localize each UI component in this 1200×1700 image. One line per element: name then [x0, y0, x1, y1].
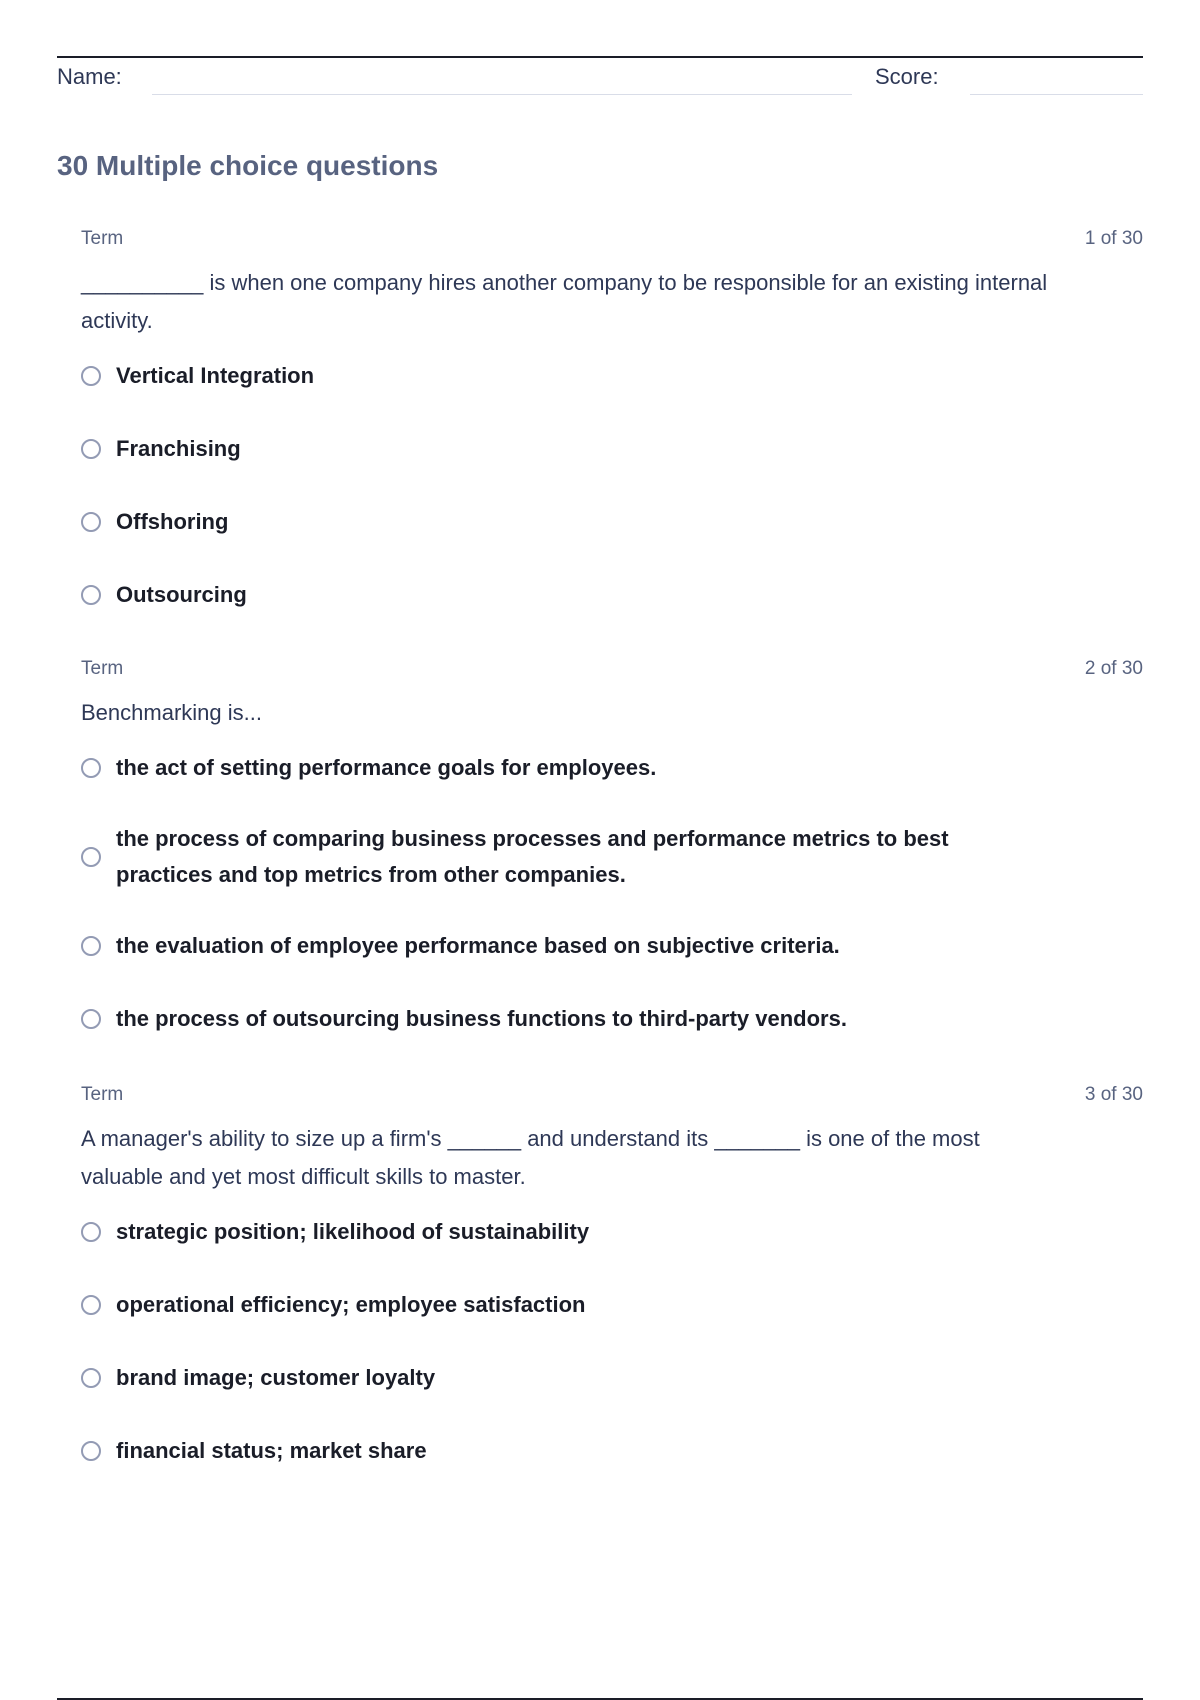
section-title: 30 Multiple choice questions [57, 150, 439, 181]
answer-option[interactable] [81, 748, 1143, 788]
term-label: Term [81, 228, 124, 249]
radio-button-icon[interactable] [81, 1222, 101, 1242]
answer-options [81, 1212, 1143, 1471]
option-label: brand image; customer loyalty [116, 1365, 436, 1390]
radio-button-icon[interactable] [81, 1441, 101, 1461]
score-label: Score: [875, 64, 939, 89]
answer-option[interactable] [81, 1285, 1143, 1325]
answer-option[interactable] [81, 999, 1143, 1039]
answer-options [81, 748, 1143, 1039]
option-label: Franchising [116, 436, 241, 461]
option-label: the process of comparing business processes and performance metrics to best practices and top metrics from other companies. [116, 826, 949, 887]
radio-button-icon[interactable] [81, 936, 101, 956]
radio-button-icon[interactable] [81, 439, 101, 459]
answer-option[interactable] [81, 502, 1143, 542]
radio-button-icon[interactable] [81, 1368, 101, 1388]
name-field[interactable] [152, 94, 852, 95]
answer-options [81, 356, 1143, 615]
top-divider [57, 56, 1143, 58]
question-counter: 1 of 30 [1084, 228, 1143, 249]
option-label: the act of setting performance goals for employees. [116, 755, 657, 780]
radio-button-icon[interactable] [81, 585, 101, 605]
option-label: Outsourcing [116, 582, 247, 607]
radio-button-icon[interactable] [81, 758, 101, 778]
question-prompt: A manager's ability to size up a firm's ______ and understand its _______ is one of the most valuable and yet most difficult skills to master. [81, 1126, 980, 1189]
option-label: Offshoring [116, 509, 229, 534]
radio-button-icon[interactable] [81, 366, 101, 386]
option-label: the evaluation of employee performance based on subjective criteria. [116, 933, 840, 958]
answer-option[interactable] [81, 429, 1143, 469]
answer-option[interactable] [81, 356, 1143, 396]
option-label: strategic position; likelihood of sustainability [116, 1219, 590, 1244]
question-header [81, 228, 1143, 256]
option-label: operational efficiency; employee satisfaction [116, 1292, 586, 1317]
question-1 [81, 228, 1143, 648]
radio-button-icon[interactable] [81, 847, 101, 867]
name-label: Name: [57, 64, 122, 89]
question-3 [81, 1084, 1143, 1504]
answer-option[interactable] [81, 821, 1143, 893]
option-label: Vertical Integration [116, 363, 315, 388]
answer-option[interactable] [81, 926, 1143, 966]
question-counter: 2 of 30 [1084, 658, 1143, 679]
answer-option[interactable] [81, 1431, 1143, 1471]
question-prompt: __________ is when one company hires another company to be responsible for an existing internal activity. [81, 270, 1048, 333]
radio-button-icon[interactable] [81, 1295, 101, 1315]
header-fields [57, 62, 1143, 98]
radio-button-icon[interactable] [81, 1009, 101, 1029]
answer-option[interactable] [81, 1212, 1143, 1252]
question-header [81, 658, 1143, 686]
score-field[interactable] [970, 94, 1143, 95]
question-prompt: Benchmarking is... [81, 700, 262, 725]
term-label: Term [81, 1084, 124, 1105]
answer-option[interactable] [81, 1358, 1143, 1398]
question-header [81, 1084, 1143, 1112]
option-label: the process of outsourcing business functions to third-party vendors. [116, 1006, 847, 1031]
question-2 [81, 658, 1143, 1072]
radio-button-icon[interactable] [81, 512, 101, 532]
question-counter: 3 of 30 [1084, 1084, 1143, 1105]
term-label: Term [81, 658, 124, 679]
option-label: financial status; market share [116, 1438, 427, 1463]
answer-option[interactable] [81, 575, 1143, 615]
